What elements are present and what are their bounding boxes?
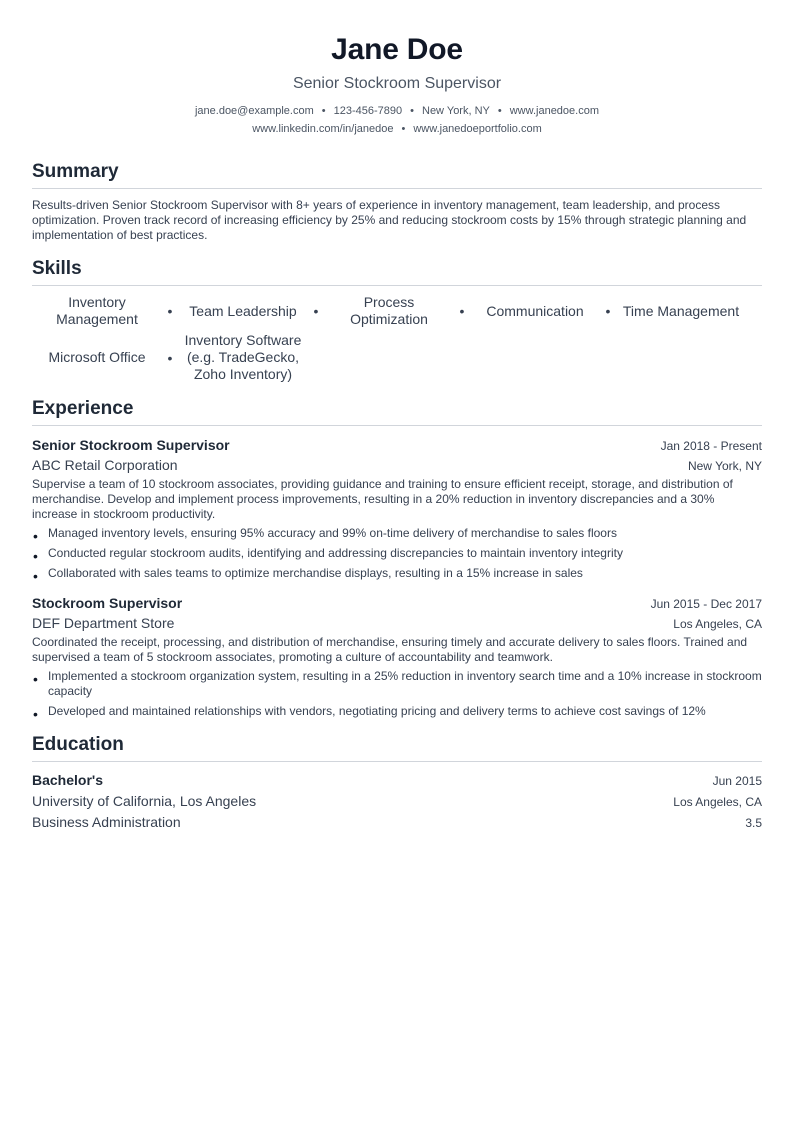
education-field-row: [32, 812, 762, 833]
job-entry: [32, 593, 762, 722]
skill-item: Time Management: [622, 302, 740, 319]
education-date: Jun 2015: [712, 774, 762, 788]
job-bullet: [32, 546, 762, 564]
skills-grid: [32, 294, 762, 383]
skill-item: Communication: [486, 302, 584, 319]
bullet-icon: •: [33, 548, 38, 564]
website-link[interactable]: www.janedoe.com: [509, 105, 600, 117]
summary-text: Results-driven Senior Stockroom Supervisor with 8+ years of experience in inventory management, team leadership, and process optimization. Proven track record of increasing efficiency by 25% and reducing stockroom costs by 15% through strategic planning and implementation of best practices.: [32, 198, 747, 242]
job-location: New York, NY: [687, 459, 762, 473]
contact-line-2: [32, 120, 762, 138]
candidate-title: Senior Stockroom Supervisor: [292, 75, 502, 92]
education-school: University of California, Los Angeles: [32, 793, 257, 809]
skill-separator: •: [459, 303, 465, 319]
education-field: Business Administration: [32, 814, 181, 830]
job-description: Supervise a team of 10 stockroom associates, providing guidance and training to ensure efficient receipt, storage, and distribution of merchandise. Develop and implement process improvements, resulting in a 20% reduction in inventory discrepancies and a 30% increase in stockroom productivity.: [32, 477, 733, 521]
bullet-icon: •: [33, 671, 38, 687]
job-header-row: [32, 593, 762, 613]
education-degree: Bachelor's: [32, 772, 104, 788]
section-heading-summary: Summary: [32, 160, 762, 189]
job-bullet-text: Developed and maintained relationships with vendors, negotiating pricing and delivery terms to achieve cost savings of 12%: [48, 704, 706, 718]
section-heading-education: Education: [32, 733, 762, 762]
job-bullet: [32, 526, 762, 544]
skills-row: [32, 332, 762, 383]
job-bullet: [32, 669, 762, 699]
education-entry: [32, 770, 762, 833]
job-bullets: [32, 526, 762, 584]
separator-dot: •: [401, 123, 406, 135]
separator-dot: •: [410, 105, 414, 117]
job-company: DEF Department Store: [32, 615, 175, 631]
job-description: Coordinated the receipt, processing, and distribution of merchandise, ensuring timely and accurate delivery to sales floors. Trained and supervised a team of 5 stockroom associates, promoting a culture of accountability and teamwork.: [32, 635, 748, 664]
section-heading-skills: Skills: [32, 257, 762, 286]
job-bullet-text: Implemented a stockroom organization system, resulting in a 25% reduction in inventory search time and a 10% increase in stockroom capacity: [48, 669, 762, 698]
skills-section: [32, 257, 762, 383]
skill-separator: •: [313, 303, 319, 319]
job-location: Los Angeles, CA: [673, 617, 762, 631]
bullet-icon: •: [33, 568, 38, 584]
skills-row: [32, 294, 762, 328]
phone-number[interactable]: 123-456-7890: [333, 105, 403, 117]
bullet-icon: •: [33, 706, 38, 722]
job-header-row: [32, 435, 762, 455]
job-company-row: [32, 613, 762, 633]
portfolio-link[interactable]: www.janedoeportfolio.com: [413, 123, 542, 135]
separator-dot: •: [497, 105, 502, 117]
education-location: Los Angeles, CA: [673, 795, 762, 809]
experience-section: [32, 397, 762, 722]
skill-item: Process Optimization: [350, 294, 428, 327]
education-gpa: 3.5: [745, 816, 762, 830]
candidate-name: Jane Doe: [331, 33, 463, 66]
skill-separator: •: [167, 349, 173, 366]
job-bullets: [32, 669, 762, 722]
job-date: Jun 2015 - Dec 2017: [650, 597, 762, 611]
education-degree-row: [32, 770, 762, 791]
skill-separator: •: [605, 303, 611, 319]
job-bullet-text: Conducted regular stockroom audits, identifying and addressing discrepancies to maintain inventory integrity: [48, 546, 623, 560]
skill-item: Microsoft Office: [48, 349, 146, 365]
skill-item: Team Leadership: [189, 302, 297, 319]
education-section: [32, 733, 762, 833]
skill-item: Inventory Software (e.g. TradeGecko, Zoho Inventory): [184, 332, 302, 382]
bullet-icon: •: [33, 528, 38, 544]
job-bullet: [32, 566, 762, 584]
education-school-row: [32, 791, 762, 812]
job-title: Senior Stockroom Supervisor: [32, 437, 230, 453]
summary-section: [32, 160, 762, 243]
job-title: Stockroom Supervisor: [32, 595, 183, 611]
contact-line-1: [32, 102, 762, 120]
skill-item: Inventory Management: [56, 294, 138, 327]
job-bullet-text: Managed inventory levels, ensuring 95% accuracy and 99% on-time delivery of merchandise to sales floors: [48, 526, 617, 540]
separator-dot: •: [321, 105, 326, 117]
job-bullet: [32, 704, 762, 722]
contact-location: New York, NY: [422, 105, 490, 117]
job-entry: [32, 435, 762, 584]
job-company: ABC Retail Corporation: [32, 457, 178, 473]
linkedin-link[interactable]: www.linkedin.com/in/janedoe: [252, 123, 394, 135]
section-heading-experience: Experience: [32, 397, 762, 426]
job-date: Jan 2018 - Present: [660, 439, 762, 453]
email-link[interactable]: jane.doe@example.com: [194, 105, 314, 117]
job-company-row: [32, 455, 762, 475]
job-bullet-text: Collaborated with sales teams to optimize merchandise displays, resulting in a 15% increase in sales: [48, 566, 583, 580]
resume-header: [32, 0, 762, 138]
skill-separator: •: [167, 303, 173, 319]
